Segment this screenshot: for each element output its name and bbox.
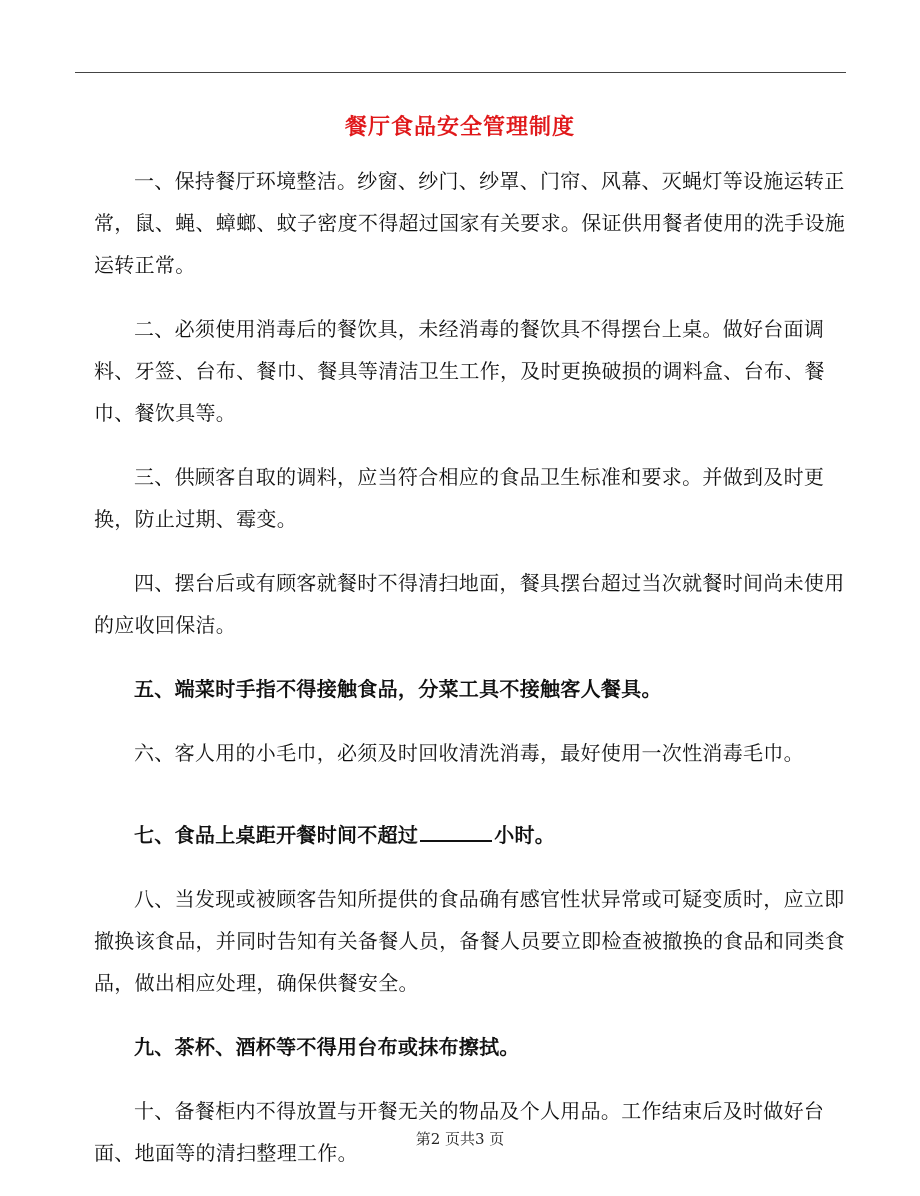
paragraph-5: 五、端菜时手指不得接触食品，分菜工具不接触客人餐具。 <box>134 677 662 701</box>
paragraph-7-text-after: 小时。 <box>494 823 556 847</box>
header-rule <box>75 72 846 73</box>
page-number: 第2 页共3 页 <box>415 1130 505 1148</box>
document-body <box>94 160 846 1196</box>
fill-in-blank <box>420 822 492 842</box>
paragraph-1: 一、保持餐厅环境整洁。纱窗、纱门、纱罩、门帘、风幕、灭蝇灯等设施运转正常，鼠、蝇、蟑螂、蚊子密度不得超过国家有关要求。保证供用餐者使用的洗手设施运转正常。 <box>94 169 846 277</box>
paragraph-2: 二、必须使用消毒后的餐饮具，未经消毒的餐饮具不得摆台上桌。做好台面调料、牙签、台布、餐巾、餐具等清洁卫生工作，及时更换破损的调料盒、台布、餐巾、餐饮具等。 <box>94 317 825 425</box>
paragraph-9: 九、茶杯、酒杯等不得用台布或抹布擦拭。 <box>134 1035 520 1059</box>
paragraph-8: 八、当发现或被顾客告知所提供的食品确有感官性状异常或可疑变质时，应立即撤换该食品，并同时告知有关备餐人员，备餐人员要立即检查被撤换的食品和同类食品，做出相应处理，确保供餐安全。 <box>94 887 846 995</box>
paragraph-7 <box>94 814 846 856</box>
paragraph-7-text-before: 七、食品上桌距开餐时间不超过 <box>134 823 419 847</box>
paragraph-6: 六、客人用的小毛巾，必须及时回收清洗消毒，最好使用一次性消毒毛巾。 <box>134 741 804 765</box>
paragraph-10: 十、备餐柜内不得放置与开餐无关的物品及个人用品。工作结束后及时做好台面、地面等的清扫整理工作。 <box>94 1099 825 1165</box>
document-title: 餐厅食品安全管理制度 <box>344 114 575 140</box>
paragraph-4: 四、摆台后或有顾客就餐时不得清扫地面，餐具摆台超过当次就餐时间尚未使用的应收回保洁。 <box>94 571 845 637</box>
paragraph-3: 三、供顾客自取的调料，应当符合相应的食品卫生标准和要求。并做到及时更换，防止过期、霉变。 <box>94 465 825 531</box>
